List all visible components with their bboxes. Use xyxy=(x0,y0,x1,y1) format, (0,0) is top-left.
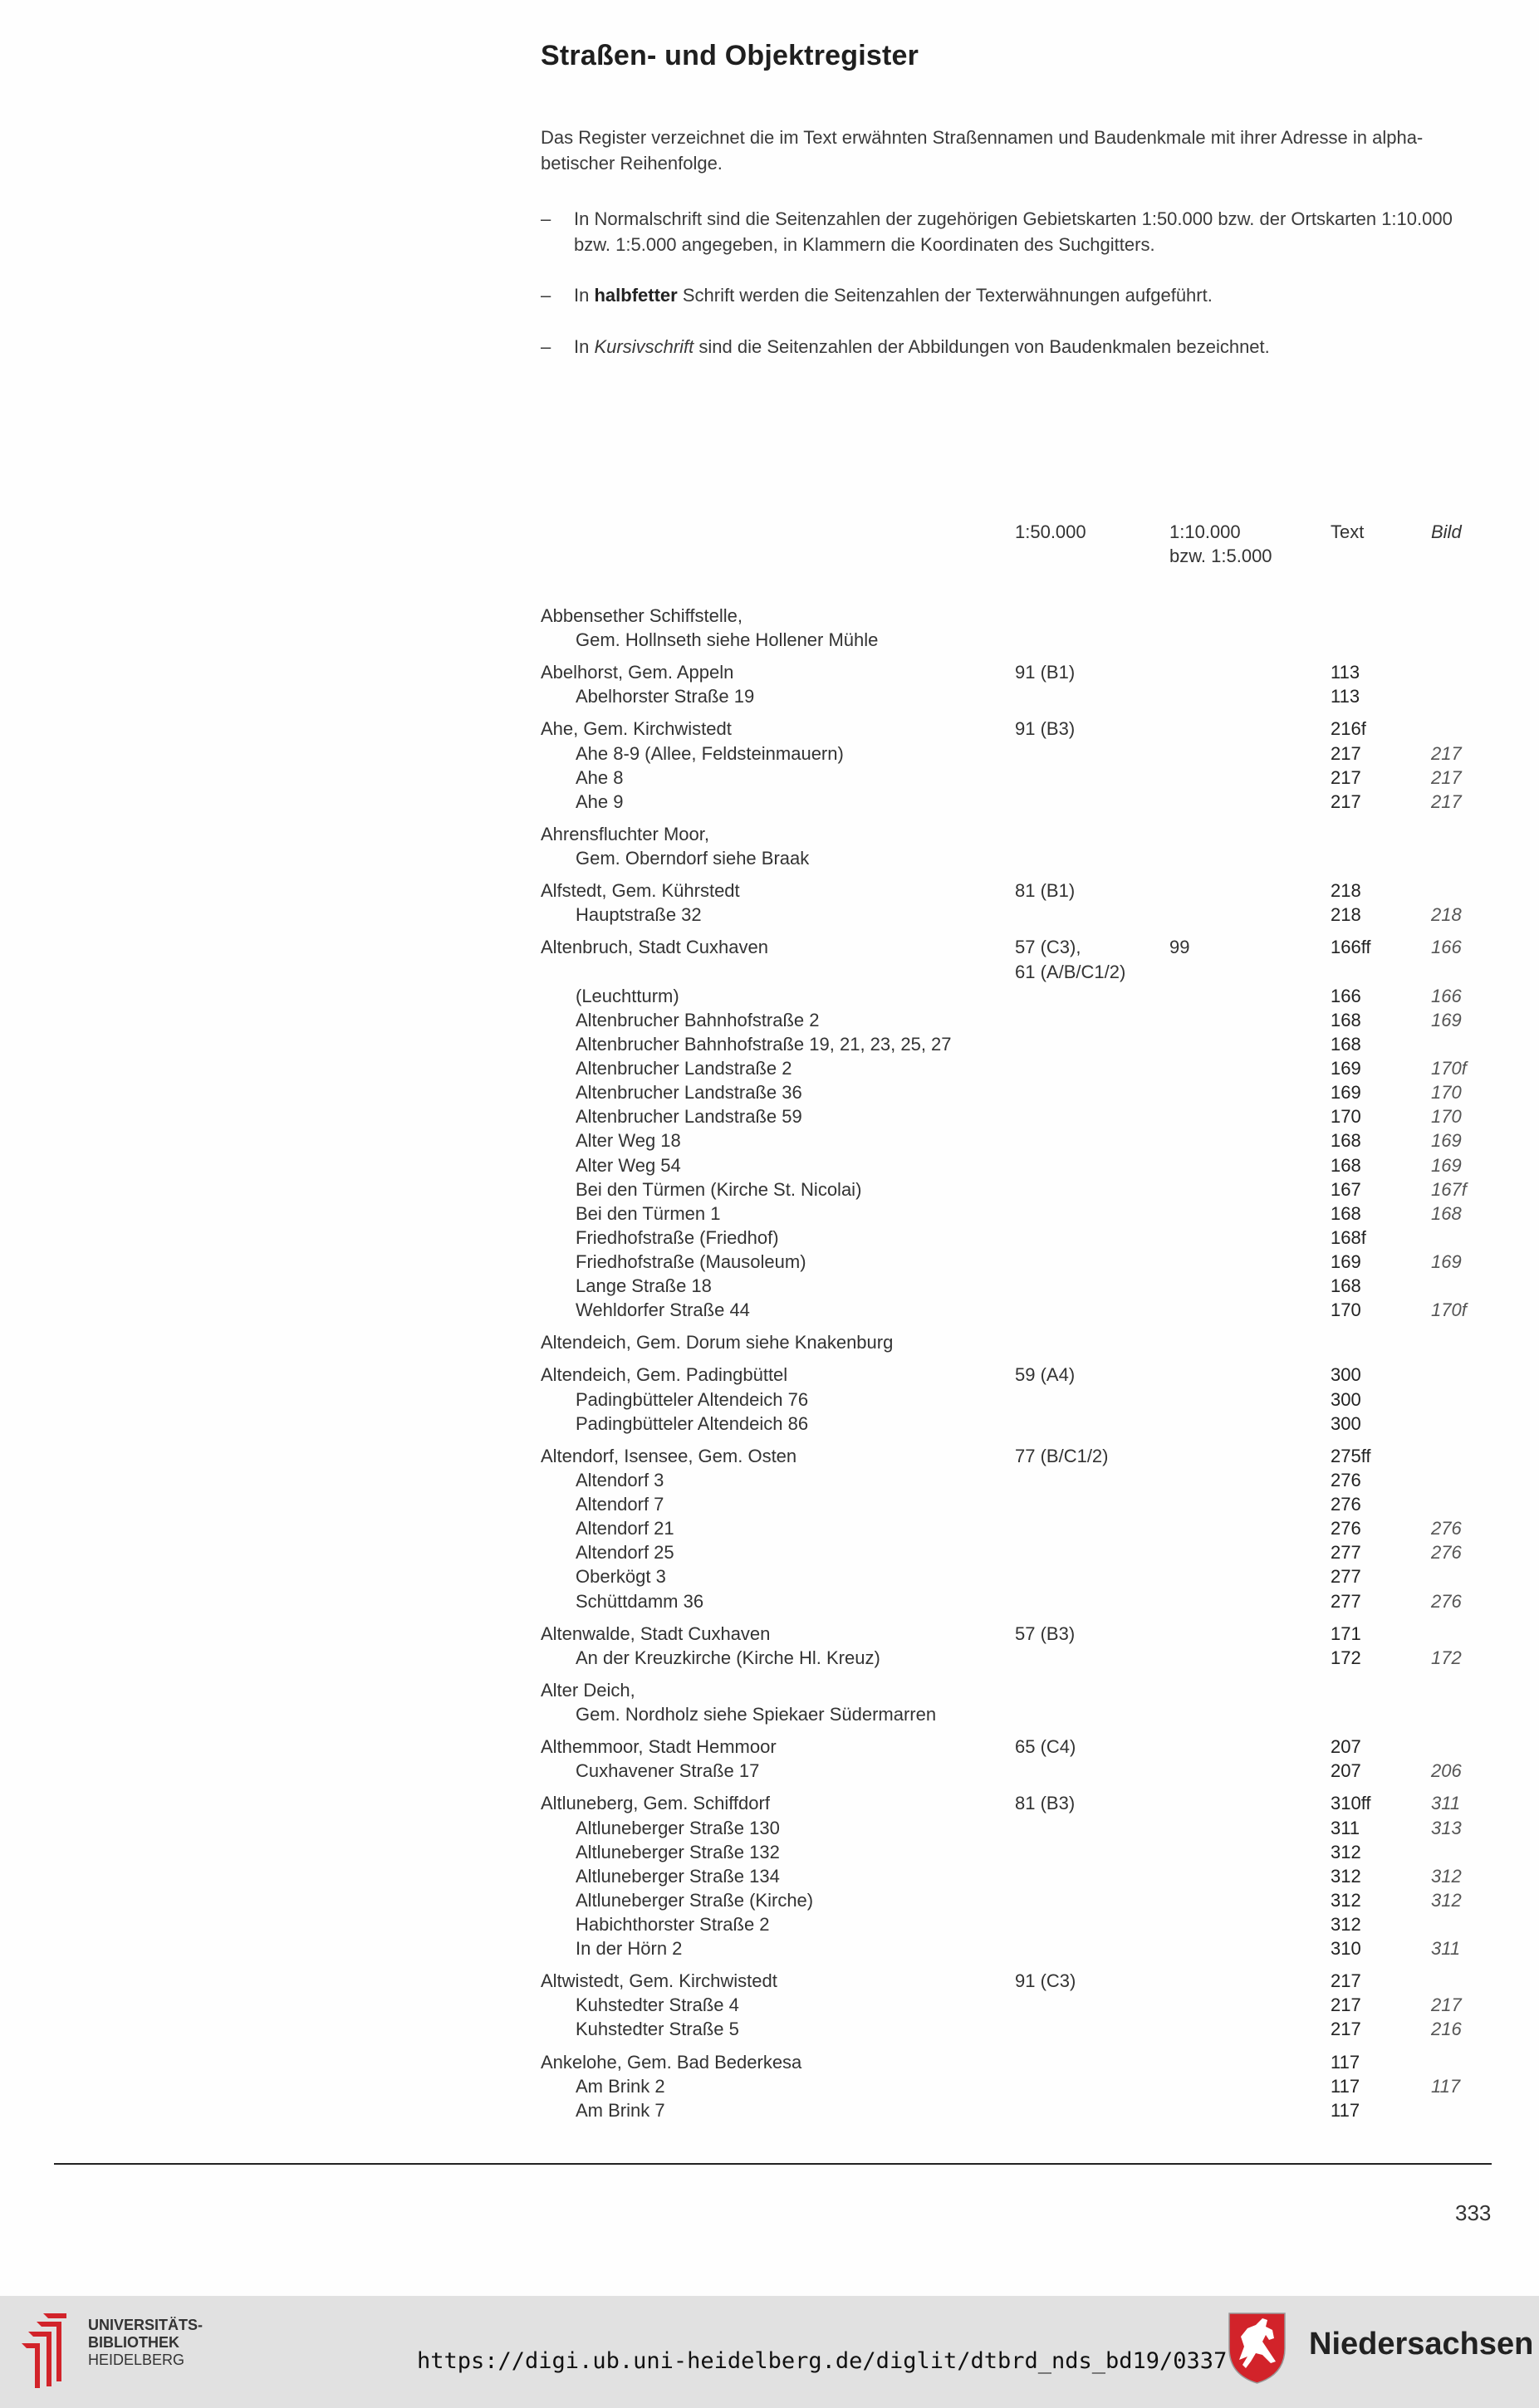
entry-name: Altluneberg, Gem. Schiffdorf xyxy=(541,1793,770,1813)
register-subentry xyxy=(0,1993,1539,2017)
image-page: 216 xyxy=(1431,2019,1462,2039)
register-subentry xyxy=(0,790,1539,814)
register-subentry xyxy=(0,741,1539,766)
text-page: 312 xyxy=(1331,1890,1361,1911)
bullet-dash: – xyxy=(541,285,551,306)
entry-name: Habichthorster Straße 2 xyxy=(576,1914,770,1935)
entry-name: Wehldorfer Straße 44 xyxy=(576,1299,750,1320)
map-50000-ref: 77 (B/C1/2) xyxy=(1015,1446,1109,1466)
bullet-text: In halbfetter Schrift werden die Seitenzahlen der Texterwähnungen aufgeführt. xyxy=(574,285,1213,306)
register-entry xyxy=(0,822,1539,846)
text-page: 168 xyxy=(1331,1130,1361,1151)
register-entry xyxy=(0,1444,1539,1468)
register-entry xyxy=(0,935,1539,959)
register-subentry xyxy=(0,1864,1539,1888)
map-50000-ref: 59 (A4) xyxy=(1015,1364,1076,1385)
text-page: 217 xyxy=(1331,767,1361,788)
register-subentry xyxy=(0,903,1539,927)
text-page: 117 xyxy=(1331,2052,1360,2073)
text-page: 217 xyxy=(1331,1970,1361,1991)
register-subentry xyxy=(0,1080,1539,1104)
footer-rule xyxy=(54,2163,1492,2165)
map-10000-ref: 99 xyxy=(1169,937,1190,957)
bullet-text: In Kursivschrift sind die Seitenzahlen der Abbildungen von Baudenkmalen bezeichnet. xyxy=(574,336,1270,357)
entry-name: Cuxhavener Straße 17 xyxy=(576,1760,760,1781)
entry-name: Ahrensfluchter Moor, xyxy=(541,824,709,844)
entry-name: Bei den Türmen (Kirche St. Nicolai) xyxy=(576,1179,862,1200)
text-page: 166 xyxy=(1331,986,1361,1006)
entry-name: Alter Weg 54 xyxy=(576,1155,681,1176)
column-header-map5: bzw. 1:5.000 xyxy=(1169,546,1272,566)
lower-saxony-label: Niedersachsen xyxy=(1309,2327,1534,2362)
image-page: 313 xyxy=(1431,1818,1462,1838)
intro-paragraph: Das Register verzeichnet die im Text erwähnten Straßennamen und Baudenkmale mit ihrer Adresse in alpha-betischer Reihenfolge. xyxy=(541,127,1424,174)
image-page: 117 xyxy=(1431,2076,1461,2097)
text-page: 170 xyxy=(1331,1106,1361,1127)
register-subentry xyxy=(0,1912,1539,1936)
text-page: 207 xyxy=(1331,1760,1361,1781)
italic-word: Kursivschrift xyxy=(594,336,694,357)
register-subentry xyxy=(0,1564,1539,1588)
register-subentry xyxy=(0,1516,1539,1540)
register-entry xyxy=(0,879,1539,903)
university-library-logo-icon xyxy=(18,2307,76,2390)
register-subentry xyxy=(0,1816,1539,1840)
register-subentry xyxy=(0,1298,1539,1322)
text-page: 168 xyxy=(1331,1203,1361,1224)
document-url[interactable]: https://digi.ub.uni-heidelberg.de/diglit/dtbrd_nds_bd19/0337 xyxy=(417,2348,1228,2374)
map-50000-ref: 57 (C3), xyxy=(1015,937,1081,957)
image-page: 169 xyxy=(1431,1251,1462,1272)
map-50000-ref: 61 (A/B/C1/2) xyxy=(1015,962,1126,982)
register-entry xyxy=(0,1330,1539,1354)
image-page: 217 xyxy=(1431,743,1462,764)
bullet-normal-font xyxy=(541,206,1496,257)
register-entry xyxy=(0,1622,1539,1646)
entry-name: Abbensether Schiffstelle, xyxy=(541,605,743,626)
entry-name: Ankelohe, Gem. Bad Bederkesa xyxy=(541,2052,802,2073)
text-page: 300 xyxy=(1331,1413,1361,1434)
register-subentry xyxy=(0,684,1539,708)
register-subentry xyxy=(0,1540,1539,1564)
text-page: 117 xyxy=(1331,2100,1360,2121)
entry-name: Padingbütteler Altendeich 76 xyxy=(576,1389,809,1410)
image-page: 206 xyxy=(1431,1760,1462,1781)
entry-name: Am Brink 2 xyxy=(576,2076,665,2097)
image-page: 276 xyxy=(1431,1591,1462,1612)
text-page: 166ff xyxy=(1331,937,1371,957)
register-subentry xyxy=(0,1468,1539,1492)
entry-name: Oberkögt 3 xyxy=(576,1566,666,1587)
entry-name: Gem. Nordholz siehe Spiekaer Südermarren xyxy=(576,1704,937,1725)
register-subentry xyxy=(0,1759,1539,1783)
register-subentry xyxy=(0,1226,1539,1250)
image-page: 217 xyxy=(1431,1994,1462,2015)
entry-name: In der Hörn 2 xyxy=(576,1938,683,1959)
entry-name: Altenbrucher Bahnhofstraße 2 xyxy=(576,1010,820,1030)
text-page: 218 xyxy=(1331,904,1361,925)
entry-name: Altendorf 25 xyxy=(576,1542,674,1563)
text-page: 207 xyxy=(1331,1736,1361,1757)
map-50000-ref: 91 (B3) xyxy=(1015,718,1076,739)
register-entry xyxy=(0,2050,1539,2074)
entry-name: Altenbrucher Bahnhofstraße 19, 21, 23, 25, 27 xyxy=(576,1034,952,1055)
image-page: 312 xyxy=(1431,1890,1462,1911)
register-subentry xyxy=(0,1250,1539,1274)
register-subentry xyxy=(0,1492,1539,1516)
column-header-map50: 1:50.000 xyxy=(1015,521,1086,542)
register-subentry xyxy=(0,1646,1539,1670)
text-page: 312 xyxy=(1331,1914,1361,1935)
register-subentry xyxy=(0,1589,1539,1613)
register-subentry xyxy=(0,1128,1539,1153)
text-page: 300 xyxy=(1331,1389,1361,1410)
text-page: 168f xyxy=(1331,1227,1366,1248)
university-library-name: UNIVERSITÄTS- BIBLIOTHEK HEIDELBERG xyxy=(88,2317,203,2368)
entry-name: Altluneberger Straße 132 xyxy=(576,1842,780,1862)
image-page: 217 xyxy=(1431,767,1462,788)
register-subentry xyxy=(0,1008,1539,1032)
entry-name: Friedhofstraße (Mausoleum) xyxy=(576,1251,806,1272)
register-subentry xyxy=(0,1840,1539,1864)
entry-name: Kuhstedter Straße 4 xyxy=(576,1994,739,2015)
entry-name: Altendorf, Isensee, Gem. Osten xyxy=(541,1446,797,1466)
image-page: 170f xyxy=(1431,1058,1467,1079)
register-subentry xyxy=(0,1888,1539,1912)
text-page: 276 xyxy=(1331,1518,1361,1539)
register-entry xyxy=(0,960,1539,984)
image-page: 166 xyxy=(1431,937,1462,957)
column-header-text: Text xyxy=(1331,521,1365,542)
text-page: 168 xyxy=(1331,1010,1361,1030)
entry-name: Alfstedt, Gem. Kührstedt xyxy=(541,880,740,901)
column-header-map10: 1:10.000 xyxy=(1169,521,1241,542)
entry-name: Altenbrucher Landstraße 2 xyxy=(576,1058,792,1079)
bullet-dash: – xyxy=(541,208,551,229)
text-page: 300 xyxy=(1331,1364,1361,1385)
register-entry xyxy=(0,1363,1539,1387)
text-page: 172 xyxy=(1331,1647,1361,1668)
register-entry xyxy=(0,660,1539,684)
register-subentry xyxy=(0,628,1539,652)
entry-name: Altenbrucher Landstraße 36 xyxy=(576,1082,802,1103)
entry-name: Altendorf 21 xyxy=(576,1518,674,1539)
text-page: 218 xyxy=(1331,880,1361,901)
entry-name: Padingbütteler Altendeich 86 xyxy=(576,1413,809,1434)
entry-name: Altluneberger Straße (Kirche) xyxy=(576,1890,814,1911)
register-entry xyxy=(0,1791,1539,1815)
text-page: 216f xyxy=(1331,718,1366,739)
image-page: 311 xyxy=(1431,1938,1461,1959)
image-page: 170 xyxy=(1431,1106,1462,1127)
register-entry xyxy=(0,1735,1539,1759)
text-page: 312 xyxy=(1331,1866,1361,1887)
text-page: 310ff xyxy=(1331,1793,1371,1813)
image-page: 311 xyxy=(1431,1793,1461,1813)
text-page: 275ff xyxy=(1331,1446,1371,1466)
entry-name: Schüttdamm 36 xyxy=(576,1591,704,1612)
text-page: 311 xyxy=(1331,1818,1360,1838)
text-page: 217 xyxy=(1331,743,1361,764)
page-title: Straßen- und Objektregister xyxy=(541,40,919,71)
map-50000-ref: 57 (B3) xyxy=(1015,1623,1076,1644)
text-page: 217 xyxy=(1331,2019,1361,2039)
register-entry xyxy=(0,717,1539,741)
register-subentry xyxy=(0,766,1539,790)
entry-name: Gem. Oberndorf siehe Braak xyxy=(576,848,810,869)
entry-name: Abelhorst, Gem. Appeln xyxy=(541,662,734,683)
register-subentry xyxy=(0,984,1539,1008)
column-header-bild: Bild xyxy=(1431,521,1462,542)
register-subentry xyxy=(0,1153,1539,1177)
map-50000-ref: 81 (B3) xyxy=(1015,1793,1076,1813)
register-subentry xyxy=(0,1202,1539,1226)
entry-name: Altendeich, Gem. Dorum siehe Knakenburg xyxy=(541,1332,894,1353)
entry-name: Altenbruch, Stadt Cuxhaven xyxy=(541,937,768,957)
entry-name: Altwistedt, Gem. Kirchwistedt xyxy=(541,1970,777,1991)
register-subentry xyxy=(0,1104,1539,1128)
entry-name: Lange Straße 18 xyxy=(576,1275,712,1296)
text-page: 113 xyxy=(1331,686,1360,707)
register-subentry xyxy=(0,2098,1539,2122)
entry-name: Ahe 9 xyxy=(576,791,624,812)
image-page: 170 xyxy=(1431,1082,1462,1103)
image-page: 167f xyxy=(1431,1179,1467,1200)
register-entry xyxy=(0,1678,1539,1702)
text-page: 277 xyxy=(1331,1591,1361,1612)
register-subentry xyxy=(0,2074,1539,2098)
lower-saxony-crest-icon xyxy=(1226,2310,1288,2385)
entry-name: Altendorf 7 xyxy=(576,1494,664,1515)
entry-name: Ahe, Gem. Kirchwistedt xyxy=(541,718,732,739)
text-page: 167 xyxy=(1331,1179,1361,1200)
register-subentry xyxy=(0,1056,1539,1080)
entry-name: Bei den Türmen 1 xyxy=(576,1203,721,1224)
image-page: 312 xyxy=(1431,1866,1462,1887)
entry-name: Abelhorster Straße 19 xyxy=(576,686,755,707)
entry-name: Altendeich, Gem. Padingbüttel xyxy=(541,1364,788,1385)
text-page: 113 xyxy=(1331,662,1360,683)
register-entry xyxy=(0,1969,1539,1993)
text-page: 276 xyxy=(1331,1494,1361,1515)
register-subentry xyxy=(0,1412,1539,1436)
text-page: 170 xyxy=(1331,1299,1361,1320)
page-number: 333 xyxy=(1455,2200,1492,2225)
register-subentry xyxy=(0,1702,1539,1726)
text-page: 171 xyxy=(1331,1623,1361,1644)
text-page: 277 xyxy=(1331,1542,1361,1563)
image-page: 168 xyxy=(1431,1203,1462,1224)
entry-name: Althemmoor, Stadt Hemmoor xyxy=(541,1736,777,1757)
entry-name: Altluneberger Straße 134 xyxy=(576,1866,780,1887)
map-50000-ref: 65 (C4) xyxy=(1015,1736,1076,1757)
bullet-text: In Normalschrift sind die Seitenzahlen der zugehörigen Gebietskarten 1:50.000 bzw. der Ortskarten 1:10.000 bzw. 1:5.000 angegeben, in Klammern die Koordinaten des Suchgitters. xyxy=(574,208,1453,255)
register-subentry xyxy=(0,1388,1539,1412)
register-entry xyxy=(0,604,1539,628)
entry-name: Hauptstraße 32 xyxy=(576,904,702,925)
text-page: 217 xyxy=(1331,791,1361,812)
map-50000-ref: 91 (C3) xyxy=(1015,1970,1076,1991)
text-page: 168 xyxy=(1331,1034,1361,1055)
image-page: 217 xyxy=(1431,791,1462,812)
entry-name: Am Brink 7 xyxy=(576,2100,665,2121)
entry-name: Altenwalde, Stadt Cuxhaven xyxy=(541,1623,771,1644)
register-subentry xyxy=(0,1177,1539,1202)
register-subentry xyxy=(0,846,1539,870)
entry-name: Altenbrucher Landstraße 59 xyxy=(576,1106,802,1127)
text-page: 312 xyxy=(1331,1842,1361,1862)
text-page: 168 xyxy=(1331,1155,1361,1176)
text-page: 169 xyxy=(1331,1058,1361,1079)
text-page: 276 xyxy=(1331,1470,1361,1490)
image-page: 276 xyxy=(1431,1542,1462,1563)
entry-name: Alter Deich, xyxy=(541,1680,635,1701)
image-page: 218 xyxy=(1431,904,1462,925)
bold-word: halbfetter xyxy=(594,285,678,306)
entry-name: Friedhofstraße (Friedhof) xyxy=(576,1227,779,1248)
text-page: 169 xyxy=(1331,1251,1361,1272)
text-page: 310 xyxy=(1331,1938,1361,1959)
text-page: 168 xyxy=(1331,1275,1361,1296)
image-page: 170f xyxy=(1431,1299,1467,1320)
map-50000-ref: 91 (B1) xyxy=(1015,662,1076,683)
entry-name: Ahe 8-9 (Allee, Feldsteinmauern) xyxy=(576,743,844,764)
entry-name: (Leuchtturm) xyxy=(576,986,679,1006)
entry-name: Altendorf 3 xyxy=(576,1470,664,1490)
image-page: 172 xyxy=(1431,1647,1462,1668)
register-subentry xyxy=(0,2017,1539,2041)
map-50000-ref: 81 (B1) xyxy=(1015,880,1076,901)
image-page: 169 xyxy=(1431,1155,1462,1176)
entry-name: Ahe 8 xyxy=(576,767,624,788)
text-page: 117 xyxy=(1331,2076,1360,2097)
image-page: 169 xyxy=(1431,1130,1462,1151)
entry-name: Altluneberger Straße 130 xyxy=(576,1818,780,1838)
register-subentry xyxy=(0,1936,1539,1960)
entry-name: An der Kreuzkirche (Kirche Hl. Kreuz) xyxy=(576,1647,880,1668)
text-page: 277 xyxy=(1331,1566,1361,1587)
text-page: 169 xyxy=(1331,1082,1361,1103)
entry-name: Kuhstedter Straße 5 xyxy=(576,2019,739,2039)
register-subentry xyxy=(0,1274,1539,1298)
image-page: 166 xyxy=(1431,986,1462,1006)
text-page: 217 xyxy=(1331,1994,1361,2015)
entry-name: Gem. Hollnseth siehe Hollener Mühle xyxy=(576,629,879,650)
image-page: 276 xyxy=(1431,1518,1462,1539)
entry-name: Alter Weg 18 xyxy=(576,1130,681,1151)
bullet-dash: – xyxy=(541,336,551,357)
register-subentry xyxy=(0,1032,1539,1056)
image-page: 169 xyxy=(1431,1010,1462,1030)
